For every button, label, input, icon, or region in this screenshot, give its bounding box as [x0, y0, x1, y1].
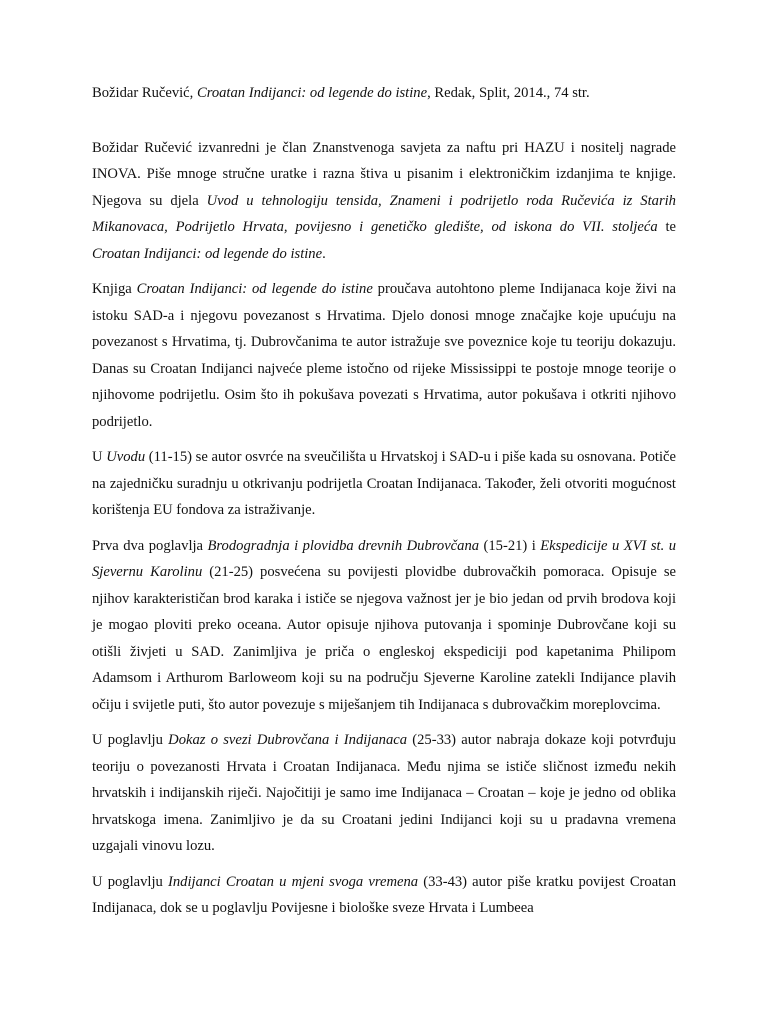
text-run: .	[322, 245, 326, 262]
italic-text: Indijanci Croatan u mjeni svoga vremena	[168, 873, 419, 890]
paragraph	[92, 276, 676, 435]
text-run: U poglavlju	[92, 873, 168, 890]
text-run: (25-33) autor nabraja dokaze koji potvrđuju teoriju o povezanosti Hrvata i Croatan Indijanaca. Među njima se ističe sličnost između nekih hrvatskih i indijanskih riječi. Najočitiji je samo ime Indijanaca – Croatan – koje je jedno od oblika hrvatskoga imena. Zanimljivo je da su Croatani jedini Indijanci koji su u pradavna vremena uzgajali vinovu lozu.	[92, 732, 676, 854]
paragraph	[92, 869, 676, 922]
text-run: (21-25) posvećena su povijesti plovidbe dubrovačkih pomoraca. Opisuje se njihov karakterističan brod karaka i ističe se njegova važnost jer je bio jedan od prvih brodova koji je mogao ploviti preko oceana. Autor opisuje njihova putovanja i spominje Dubrovčane koji su otišli živjeti u SAD. Zanimljiva je priča o engleskoj ekspediciji pod kapetanima Philipom Adamsom i Arthurom Barloweom koji su na području Sjeverne Karoline zatekli Indijance plavih očiju i svijetle puti, što autor povezuje s miješanjem tih Indijanaca s dubrovačkim moreplovcima.	[92, 564, 676, 713]
document-body	[92, 80, 676, 931]
review-text	[92, 135, 676, 922]
paragraph	[92, 533, 676, 719]
italic-text: Croatan Indijanci: od legende do istine	[136, 281, 373, 297]
italic-text: Ekspedicije u XVI st. u Sjevernu Karolinu	[92, 537, 676, 580]
citation-author: Božidar Ručević,	[92, 85, 197, 101]
text-run: Prva dva poglavlja	[92, 537, 208, 554]
text-run: (15-21) i	[479, 537, 541, 554]
text-run: (33-43) autor piše kratku povijest Croatan Indijanaca, dok se u poglavlju Povijesne i biološke sveze Hrvata i Lumbeea	[92, 873, 677, 916]
italic-text: Uvodu	[106, 449, 146, 465]
paragraph	[92, 135, 676, 268]
text-run: proučava autohtono pleme Indijanaca koje živi na istoku SAD-a i njegovu povezanost s Hrvatima. Djelo donosi mnoge značajke koje upućuju na povezanost s Hrvatima, tj. Dubrovčanima te autor istražuje sve poveznice koje tu teoriju dokazuju. Danas su Croatan Indijanci najveće pleme istočno od rijeke Mississippi te postoje mnoge teorije o njihovome podrijetlu. Osim što ih pokušava povezati s Hrvatima, autor pokušava i otkriti njihovo podrijetlo.	[92, 281, 676, 430]
text-run: U	[92, 449, 107, 465]
italic-text: Brodogradnja i plovidba drevnih Dubrovčana	[207, 537, 480, 554]
italic-text: Dokaz o svezi Dubrovčana i Indijanaca	[168, 732, 408, 748]
citation-publication-details: , Redak, Split, 2014., 74 str.	[427, 85, 590, 101]
paragraph	[92, 727, 676, 860]
text-run: U poglavlju	[92, 732, 169, 748]
text-run: Knjiga	[92, 281, 137, 297]
italic-text: Uvod u tehnologiju tensida, Znameni i podrijetlo roda Ručevića iz Starih Mikanovaca, Podrijetlo Hrvata, povijesno i genetičko gledište, od iskona do VII. stoljeća	[92, 192, 676, 235]
text-run: (11-15) se autor osvrće na sveučilišta u Hrvatskoj i SAD-u i piše kada su osnovana. Potiče na zajedničku suradnju u otkrivanju podrijetla Croatan Indijanaca. Također, želi otvoriti mogućnost korištenja EU fondova za istraživanje.	[92, 449, 676, 518]
citation-title: Croatan Indijanci: od legende do istine	[196, 85, 428, 101]
paragraph	[92, 444, 676, 524]
text-run: te	[657, 219, 677, 235]
text-run: Božidar Ručević izvanredni je član Znanstvenoga savjeta za naftu pri HAZU i nositelj nagrade INOVA. Piše mnoge stručne uratke i razna štiva u pisanim i elektroničkim izdanjima te knjige. Njegova su djela	[92, 139, 676, 209]
book-citation	[92, 80, 676, 107]
italic-text: Croatan Indijanci: od legende do istine	[92, 245, 323, 262]
